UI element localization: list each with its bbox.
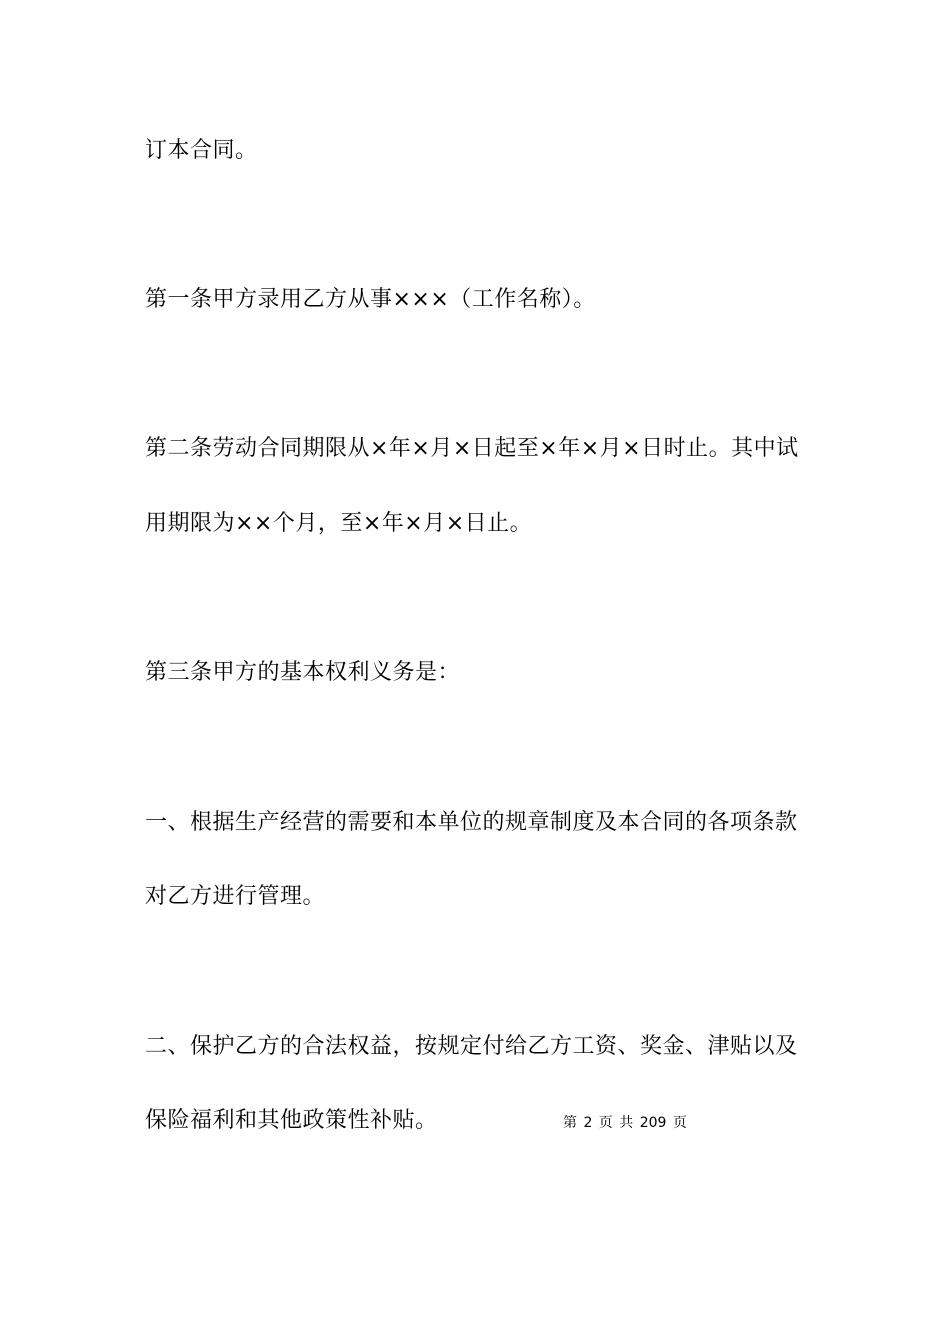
article-2-continuation: 用期限为××个月，至×年×月×日止。 [145,511,533,536]
clause-1-continuation: 对乙方进行管理。 [145,884,326,909]
body-text-line: 订本合同。 [145,138,258,163]
clause-2-continuation: 保险福利和其他政策性补贴。 [145,1108,438,1133]
clause-1-text: 一、根据生产经营的需要和本单位的规章制度及本合同的各项条款 [145,810,798,835]
clause-2-text: 二、保护乙方的合法权益，按规定付给乙方工资、奖金、津贴以及 [145,1034,798,1059]
page-number-footer: 第 2 页 共 209 页 [563,1115,687,1131]
article-1-text: 第一条甲方录用乙方从事×××（工作名称）。 [145,287,596,312]
article-2-text: 第二条劳动合同期限从×年×月×日起至×年×月×日时止。其中试 [145,436,799,461]
article-3-heading: 第三条甲方的基本权利义务是： [145,660,461,685]
